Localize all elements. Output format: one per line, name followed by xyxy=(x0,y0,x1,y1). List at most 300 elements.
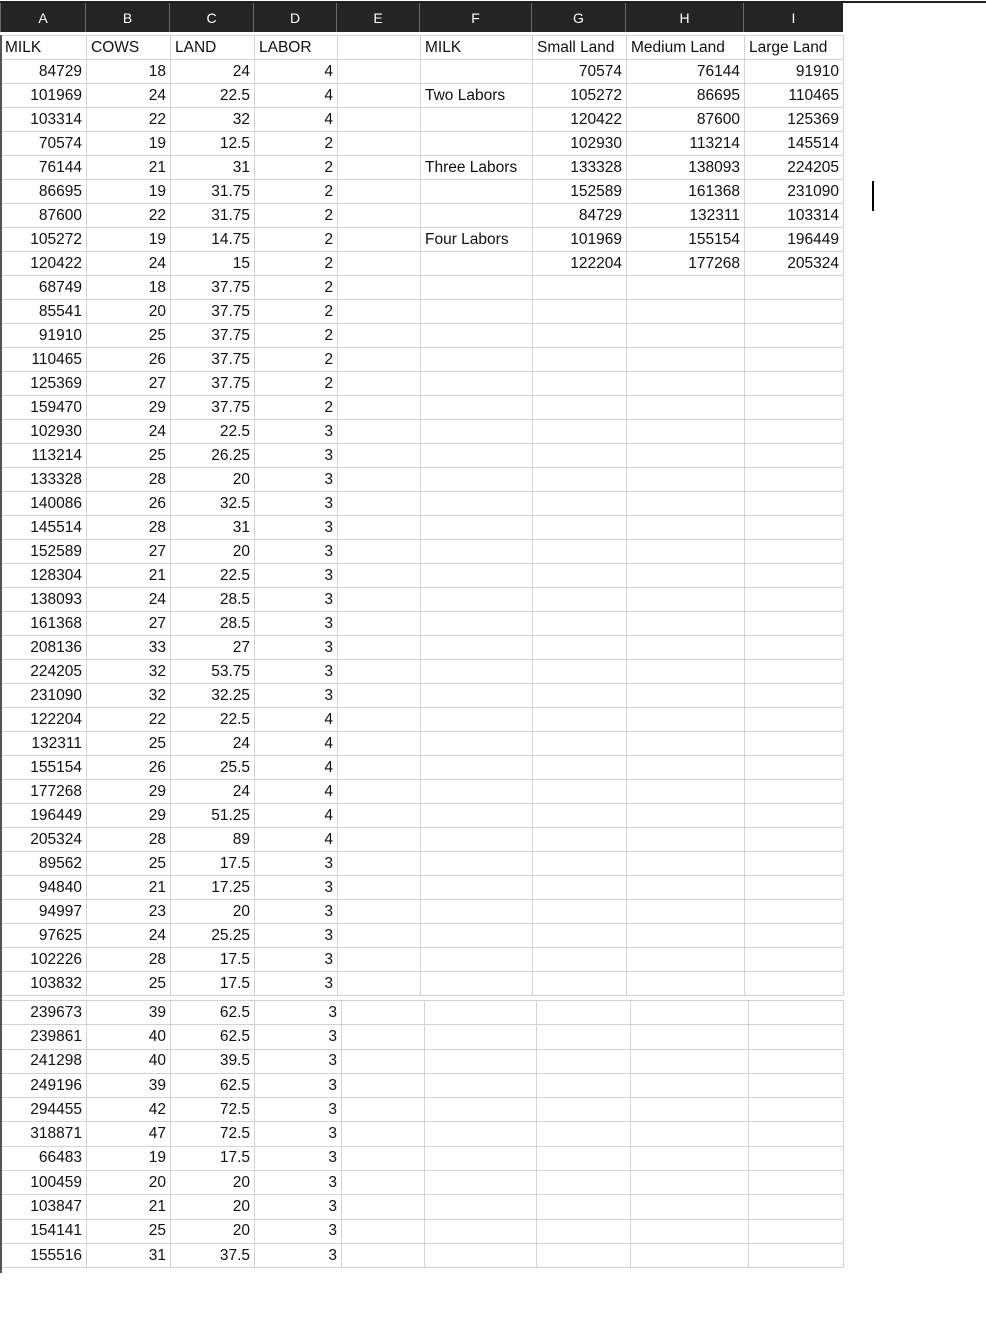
cell-d[interactable]: 4 xyxy=(255,804,338,828)
cell-h[interactable] xyxy=(627,876,745,900)
cell-c[interactable]: 20 xyxy=(171,1171,255,1195)
cell-a[interactable]: 159470 xyxy=(1,396,87,420)
cell-f[interactable] xyxy=(425,1073,537,1097)
cell-g[interactable] xyxy=(533,612,627,636)
cell-f[interactable] xyxy=(421,564,533,588)
cell-c[interactable]: 25.5 xyxy=(171,756,255,780)
cell-e[interactable] xyxy=(338,468,421,492)
cell-d[interactable]: 4 xyxy=(255,108,338,132)
cell-c[interactable]: 27 xyxy=(171,636,255,660)
cell-b[interactable]: 24 xyxy=(87,588,171,612)
cell-d[interactable]: 3 xyxy=(255,972,338,996)
cell-h[interactable] xyxy=(631,1219,749,1243)
cell-c[interactable]: 24 xyxy=(171,732,255,756)
cell-a[interactable]: 133328 xyxy=(1,468,87,492)
cell-h[interactable]: 155154 xyxy=(627,228,745,252)
cell-f[interactable] xyxy=(421,300,533,324)
cell-a[interactable]: 125369 xyxy=(1,372,87,396)
cell-i[interactable] xyxy=(749,1146,844,1170)
cell-h[interactable] xyxy=(627,900,745,924)
cell-b[interactable]: 40 xyxy=(87,1049,171,1073)
cell-f[interactable] xyxy=(421,852,533,876)
cell-b[interactable]: 29 xyxy=(87,780,171,804)
cell-i[interactable]: 103314 xyxy=(745,204,844,228)
cell-c[interactable]: 20 xyxy=(171,468,255,492)
cell-e[interactable] xyxy=(338,876,421,900)
cell-g[interactable] xyxy=(537,1025,631,1049)
cell-e[interactable] xyxy=(338,372,421,396)
cell-d[interactable]: 2 xyxy=(255,180,338,204)
column-header-i[interactable]: I xyxy=(744,3,843,32)
cell-c[interactable]: 37.75 xyxy=(171,324,255,348)
cell-c[interactable]: 28.5 xyxy=(171,612,255,636)
cell-a[interactable]: 155516 xyxy=(1,1243,87,1267)
cell-c[interactable]: 72.5 xyxy=(171,1098,255,1122)
cell-e[interactable] xyxy=(338,660,421,684)
cell-e[interactable] xyxy=(338,492,421,516)
cell-a[interactable]: 94840 xyxy=(1,876,87,900)
cell-g[interactable] xyxy=(533,588,627,612)
column-header-h[interactable]: H xyxy=(626,3,744,32)
cell-e[interactable] xyxy=(338,420,421,444)
cell-g[interactable] xyxy=(537,1001,631,1025)
cell-h[interactable] xyxy=(627,348,745,372)
cell-d[interactable]: 3 xyxy=(255,1122,342,1146)
cell-b[interactable]: 29 xyxy=(87,396,171,420)
cell-h[interactable] xyxy=(627,444,745,468)
cell-b[interactable]: 42 xyxy=(87,1098,171,1122)
cell-a[interactable]: 85541 xyxy=(1,300,87,324)
cell-i[interactable] xyxy=(745,612,844,636)
cell-h[interactable] xyxy=(627,708,745,732)
cell-c[interactable]: 22.5 xyxy=(171,420,255,444)
cell-g[interactable]: 101969 xyxy=(533,228,627,252)
cell-i[interactable] xyxy=(745,684,844,708)
cell-c[interactable]: 25.25 xyxy=(171,924,255,948)
cell-f[interactable] xyxy=(425,1025,537,1049)
cell-i[interactable] xyxy=(745,804,844,828)
cell-f[interactable] xyxy=(421,828,533,852)
cell-a[interactable]: 100459 xyxy=(1,1171,87,1195)
cell-c[interactable]: 89 xyxy=(171,828,255,852)
cell-i[interactable] xyxy=(745,420,844,444)
cell-c[interactable]: 32.5 xyxy=(171,492,255,516)
cell-g[interactable] xyxy=(533,540,627,564)
cell-h[interactable] xyxy=(631,1243,749,1267)
cell-f[interactable] xyxy=(421,780,533,804)
cell-g[interactable] xyxy=(537,1219,631,1243)
cell-h[interactable] xyxy=(627,636,745,660)
cell-h[interactable]: 87600 xyxy=(627,108,745,132)
cell-a[interactable]: 103314 xyxy=(1,108,87,132)
cell-a[interactable]: 161368 xyxy=(1,612,87,636)
cell-b[interactable]: 24 xyxy=(87,84,171,108)
cell-h[interactable] xyxy=(631,1195,749,1219)
cell-h[interactable] xyxy=(627,684,745,708)
cell-c[interactable]: 37.5 xyxy=(171,1243,255,1267)
cell-f[interactable] xyxy=(421,468,533,492)
cell-i[interactable] xyxy=(745,780,844,804)
cell-i[interactable] xyxy=(745,876,844,900)
cell-c[interactable]: 37.75 xyxy=(171,348,255,372)
cell-i[interactable] xyxy=(745,564,844,588)
cell-h[interactable] xyxy=(627,612,745,636)
cell-a[interactable]: 231090 xyxy=(1,684,87,708)
cell-a[interactable]: 84729 xyxy=(1,60,87,84)
cell-c[interactable]: 62.5 xyxy=(171,1073,255,1097)
cell-a[interactable]: 249196 xyxy=(1,1073,87,1097)
cell-f[interactable] xyxy=(421,252,533,276)
cell-f[interactable] xyxy=(421,588,533,612)
cell-f[interactable] xyxy=(421,132,533,156)
cell-d[interactable]: 3 xyxy=(255,516,338,540)
column-header-g[interactable]: G xyxy=(532,3,626,32)
cell-h[interactable]: 76144 xyxy=(627,60,745,84)
cell-h[interactable] xyxy=(631,1098,749,1122)
cell-a[interactable]: 102226 xyxy=(1,948,87,972)
cell-c[interactable]: 31 xyxy=(171,156,255,180)
cell-i[interactable]: 196449 xyxy=(745,228,844,252)
cell-a[interactable]: 76144 xyxy=(1,156,87,180)
cell-b[interactable]: 26 xyxy=(87,756,171,780)
cell-h[interactable]: 132311 xyxy=(627,204,745,228)
cell-c[interactable]: 17.5 xyxy=(171,972,255,996)
cell-e[interactable] xyxy=(338,204,421,228)
cell-g[interactable] xyxy=(537,1171,631,1195)
cell-g[interactable] xyxy=(533,924,627,948)
cell-h[interactable] xyxy=(627,972,745,996)
cell-c[interactable]: 17.5 xyxy=(171,948,255,972)
cell-e[interactable] xyxy=(338,780,421,804)
cell-f[interactable] xyxy=(421,324,533,348)
cell-c[interactable]: 62.5 xyxy=(171,1025,255,1049)
cell-i[interactable] xyxy=(745,444,844,468)
cell-e[interactable] xyxy=(338,756,421,780)
cell-f[interactable] xyxy=(425,1146,537,1170)
cell-a[interactable]: MILK xyxy=(1,36,87,60)
cell-g[interactable]: 105272 xyxy=(533,84,627,108)
cell-f[interactable] xyxy=(421,444,533,468)
cell-i[interactable]: 231090 xyxy=(745,180,844,204)
cell-d[interactable]: 3 xyxy=(255,444,338,468)
cell-e[interactable] xyxy=(342,1025,425,1049)
cell-i[interactable] xyxy=(745,732,844,756)
cell-f[interactable] xyxy=(421,108,533,132)
cell-h[interactable] xyxy=(627,588,745,612)
cell-f[interactable] xyxy=(421,876,533,900)
cell-d[interactable]: 3 xyxy=(255,1146,342,1170)
cell-d[interactable]: 3 xyxy=(255,420,338,444)
cell-h[interactable] xyxy=(631,1025,749,1049)
cell-i[interactable] xyxy=(745,300,844,324)
cell-g[interactable]: 152589 xyxy=(533,180,627,204)
cell-h[interactable] xyxy=(627,468,745,492)
cell-d[interactable]: 4 xyxy=(255,708,338,732)
cell-e[interactable] xyxy=(338,300,421,324)
cell-c[interactable]: 39.5 xyxy=(171,1049,255,1073)
cell-h[interactable] xyxy=(631,1122,749,1146)
cell-d[interactable]: 4 xyxy=(255,756,338,780)
cell-g[interactable] xyxy=(533,564,627,588)
cell-d[interactable]: 3 xyxy=(255,1171,342,1195)
cell-i[interactable] xyxy=(745,468,844,492)
cell-h[interactable] xyxy=(631,1049,749,1073)
cell-i[interactable] xyxy=(745,492,844,516)
cell-d[interactable]: 3 xyxy=(255,588,338,612)
cell-b[interactable]: 20 xyxy=(87,300,171,324)
cell-e[interactable] xyxy=(338,108,421,132)
cell-e[interactable] xyxy=(338,444,421,468)
cell-c[interactable]: 20 xyxy=(171,540,255,564)
cell-b[interactable]: 28 xyxy=(87,516,171,540)
cell-d[interactable]: 3 xyxy=(255,612,338,636)
cell-i[interactable] xyxy=(749,1219,844,1243)
cell-d[interactable]: 3 xyxy=(255,876,338,900)
cell-d[interactable]: 3 xyxy=(255,1001,342,1025)
cell-c[interactable]: 20 xyxy=(171,900,255,924)
cell-f[interactable] xyxy=(421,492,533,516)
cell-i[interactable] xyxy=(745,660,844,684)
cell-c[interactable]: 62.5 xyxy=(171,1001,255,1025)
cell-d[interactable]: 3 xyxy=(255,1219,342,1243)
cell-h[interactable]: 113214 xyxy=(627,132,745,156)
cell-a[interactable]: 318871 xyxy=(1,1122,87,1146)
cell-e[interactable] xyxy=(338,804,421,828)
cell-b[interactable]: 22 xyxy=(87,708,171,732)
cell-e[interactable] xyxy=(338,348,421,372)
cell-a[interactable]: 70574 xyxy=(1,132,87,156)
cell-c[interactable]: 14.75 xyxy=(171,228,255,252)
cell-b[interactable]: 27 xyxy=(87,612,171,636)
cell-d[interactable]: 2 xyxy=(255,324,338,348)
cell-f[interactable]: Two Labors xyxy=(421,84,533,108)
cell-i[interactable]: Large Land xyxy=(745,36,844,60)
cell-f[interactable] xyxy=(425,1243,537,1267)
cell-c[interactable]: 28.5 xyxy=(171,588,255,612)
cell-b[interactable]: 21 xyxy=(87,156,171,180)
cell-b[interactable]: COWS xyxy=(87,36,171,60)
cell-a[interactable]: 86695 xyxy=(1,180,87,204)
cell-d[interactable]: 3 xyxy=(255,660,338,684)
cell-f[interactable] xyxy=(421,60,533,84)
cell-b[interactable]: 19 xyxy=(87,132,171,156)
cell-g[interactable] xyxy=(533,276,627,300)
cell-g[interactable] xyxy=(533,396,627,420)
cell-i[interactable]: 125369 xyxy=(745,108,844,132)
cell-a[interactable]: 122204 xyxy=(1,708,87,732)
column-header-a[interactable]: A xyxy=(0,3,86,32)
cell-a[interactable]: 138093 xyxy=(1,588,87,612)
cell-h[interactable] xyxy=(627,420,745,444)
cell-a[interactable]: 128304 xyxy=(1,564,87,588)
cell-g[interactable] xyxy=(533,684,627,708)
cell-f[interactable] xyxy=(421,372,533,396)
cell-e[interactable] xyxy=(338,564,421,588)
cell-e[interactable] xyxy=(342,1171,425,1195)
cell-g[interactable]: 133328 xyxy=(533,156,627,180)
cell-e[interactable] xyxy=(342,1195,425,1219)
cell-a[interactable]: 241298 xyxy=(1,1049,87,1073)
cell-c[interactable]: 22.5 xyxy=(171,708,255,732)
cell-i[interactable] xyxy=(745,636,844,660)
cell-e[interactable] xyxy=(342,1073,425,1097)
cell-d[interactable]: 3 xyxy=(255,1195,342,1219)
cell-c[interactable]: 72.5 xyxy=(171,1122,255,1146)
cell-c[interactable]: 31.75 xyxy=(171,204,255,228)
cell-f[interactable] xyxy=(421,540,533,564)
cell-h[interactable]: 161368 xyxy=(627,180,745,204)
cell-g[interactable] xyxy=(537,1122,631,1146)
cell-i[interactable] xyxy=(745,900,844,924)
column-header-c[interactable]: C xyxy=(170,3,254,32)
cell-c[interactable]: 17.5 xyxy=(171,852,255,876)
cell-e[interactable] xyxy=(338,828,421,852)
cell-f[interactable] xyxy=(421,756,533,780)
cell-c[interactable]: 22.5 xyxy=(171,564,255,588)
cell-a[interactable]: 113214 xyxy=(1,444,87,468)
cell-g[interactable] xyxy=(533,636,627,660)
cell-c[interactable]: 24 xyxy=(171,780,255,804)
cell-h[interactable] xyxy=(627,804,745,828)
cell-i[interactable] xyxy=(745,540,844,564)
cell-d[interactable]: 2 xyxy=(255,156,338,180)
cell-g[interactable] xyxy=(533,348,627,372)
cell-d[interactable]: 2 xyxy=(255,348,338,372)
cell-b[interactable]: 39 xyxy=(87,1073,171,1097)
cell-c[interactable]: LAND xyxy=(171,36,255,60)
cell-b[interactable]: 27 xyxy=(87,540,171,564)
cell-d[interactable]: LABOR xyxy=(255,36,338,60)
cell-f[interactable] xyxy=(425,1098,537,1122)
cell-i[interactable] xyxy=(745,972,844,996)
cell-g[interactable]: Small Land xyxy=(533,36,627,60)
cell-b[interactable]: 25 xyxy=(87,972,171,996)
cell-i[interactable] xyxy=(745,372,844,396)
cell-c[interactable]: 17.25 xyxy=(171,876,255,900)
cell-f[interactable] xyxy=(421,660,533,684)
cell-a[interactable]: 208136 xyxy=(1,636,87,660)
cell-c[interactable]: 24 xyxy=(171,60,255,84)
cell-b[interactable]: 18 xyxy=(87,60,171,84)
cell-a[interactable]: 110465 xyxy=(1,348,87,372)
cell-f[interactable] xyxy=(421,180,533,204)
cell-e[interactable] xyxy=(338,516,421,540)
cell-f[interactable] xyxy=(425,1195,537,1219)
cell-i[interactable] xyxy=(749,1243,844,1267)
cell-h[interactable] xyxy=(627,300,745,324)
cell-i[interactable] xyxy=(745,756,844,780)
cell-d[interactable]: 2 xyxy=(255,372,338,396)
cell-f[interactable] xyxy=(421,420,533,444)
cell-i[interactable] xyxy=(749,1073,844,1097)
cell-b[interactable]: 21 xyxy=(87,1195,171,1219)
cell-f[interactable] xyxy=(421,276,533,300)
cell-i[interactable] xyxy=(749,1195,844,1219)
cell-g[interactable]: 122204 xyxy=(533,252,627,276)
cell-e[interactable] xyxy=(338,252,421,276)
cell-g[interactable] xyxy=(537,1146,631,1170)
cell-d[interactable]: 3 xyxy=(255,948,338,972)
cell-c[interactable]: 12.5 xyxy=(171,132,255,156)
cell-i[interactable] xyxy=(745,852,844,876)
cell-a[interactable]: 87600 xyxy=(1,204,87,228)
cell-g[interactable] xyxy=(533,828,627,852)
cell-a[interactable]: 102930 xyxy=(1,420,87,444)
cell-h[interactable] xyxy=(627,924,745,948)
cell-i[interactable] xyxy=(745,924,844,948)
cell-b[interactable]: 20 xyxy=(87,1171,171,1195)
cell-i[interactable] xyxy=(749,1049,844,1073)
cell-d[interactable]: 4 xyxy=(255,780,338,804)
cell-i[interactable] xyxy=(745,588,844,612)
cell-d[interactable]: 4 xyxy=(255,84,338,108)
cell-d[interactable]: 3 xyxy=(255,900,338,924)
cell-g[interactable] xyxy=(533,972,627,996)
cell-a[interactable]: 239673 xyxy=(1,1001,87,1025)
cell-a[interactable]: 152589 xyxy=(1,540,87,564)
cell-h[interactable] xyxy=(631,1001,749,1025)
cell-g[interactable] xyxy=(533,756,627,780)
cell-e[interactable] xyxy=(342,1001,425,1025)
cell-b[interactable]: 22 xyxy=(87,204,171,228)
cell-a[interactable]: 294455 xyxy=(1,1098,87,1122)
cell-e[interactable] xyxy=(342,1098,425,1122)
cell-a[interactable]: 103832 xyxy=(1,972,87,996)
cell-b[interactable]: 19 xyxy=(87,1146,171,1170)
cell-b[interactable]: 18 xyxy=(87,276,171,300)
cell-e[interactable] xyxy=(338,180,421,204)
cell-g[interactable] xyxy=(537,1098,631,1122)
cell-f[interactable] xyxy=(421,204,533,228)
cell-g[interactable] xyxy=(537,1049,631,1073)
cell-h[interactable] xyxy=(631,1073,749,1097)
cell-g[interactable] xyxy=(533,324,627,348)
cell-a[interactable]: 105272 xyxy=(1,228,87,252)
cell-e[interactable] xyxy=(338,708,421,732)
cell-a[interactable]: 68749 xyxy=(1,276,87,300)
cell-h[interactable] xyxy=(627,732,745,756)
cell-f[interactable] xyxy=(421,924,533,948)
cell-g[interactable] xyxy=(533,468,627,492)
cell-e[interactable] xyxy=(338,636,421,660)
cell-g[interactable] xyxy=(533,420,627,444)
cell-d[interactable]: 4 xyxy=(255,732,338,756)
cell-e[interactable] xyxy=(338,948,421,972)
cell-i[interactable]: 224205 xyxy=(745,156,844,180)
cell-e[interactable] xyxy=(338,588,421,612)
cell-a[interactable]: 239861 xyxy=(1,1025,87,1049)
cell-c[interactable]: 20 xyxy=(171,1219,255,1243)
cell-f[interactable] xyxy=(421,348,533,372)
cell-g[interactable]: 84729 xyxy=(533,204,627,228)
cell-f[interactable] xyxy=(425,1122,537,1146)
cell-a[interactable]: 97625 xyxy=(1,924,87,948)
cell-e[interactable] xyxy=(338,228,421,252)
cell-d[interactable]: 3 xyxy=(255,636,338,660)
cell-b[interactable]: 27 xyxy=(87,372,171,396)
cell-a[interactable]: 101969 xyxy=(1,84,87,108)
column-header-b[interactable]: B xyxy=(86,3,170,32)
cell-i[interactable]: 205324 xyxy=(745,252,844,276)
cell-e[interactable] xyxy=(338,276,421,300)
cell-f[interactable] xyxy=(421,900,533,924)
cell-g[interactable] xyxy=(533,732,627,756)
cell-g[interactable] xyxy=(533,516,627,540)
cell-b[interactable]: 21 xyxy=(87,876,171,900)
cell-c[interactable]: 20 xyxy=(171,1195,255,1219)
cell-e[interactable] xyxy=(338,684,421,708)
cell-d[interactable]: 4 xyxy=(255,828,338,852)
